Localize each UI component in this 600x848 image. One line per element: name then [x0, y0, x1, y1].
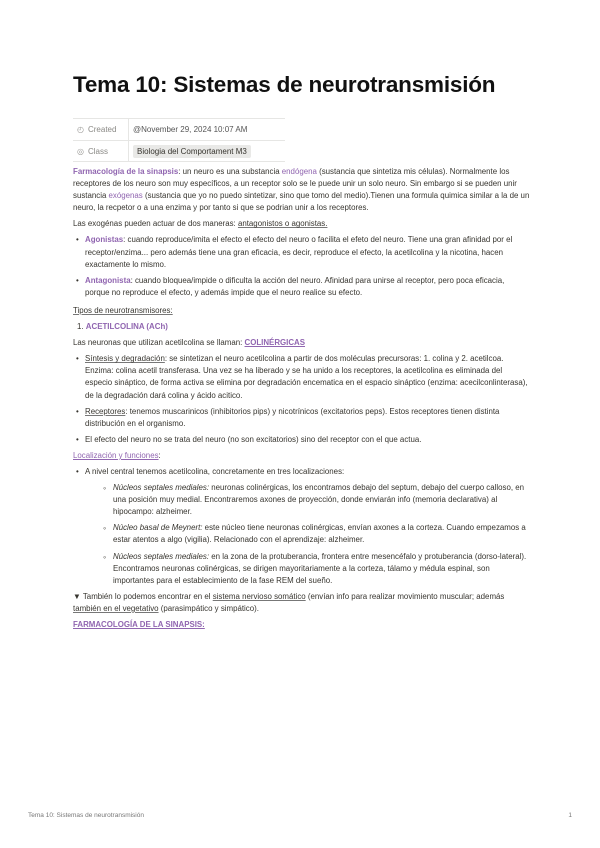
- target-icon: ◎: [77, 146, 84, 156]
- sublist: [85, 482, 531, 587]
- intro-paragraph: Farmacología de la sinapsis: un neuro es una substancia endógena (sustancia que sintetiza mis células). Normalmente los receptores de los neuro son muy específicos, a un receptor solo se le puede unir un solo neuro. Sin embargo si se pueden unir sustancia exógenas (sustancia que yo no puedo sintetizar, sino que tomo del medio).Tienen una formula quimica similar a la de un neuro, la recpetor o a una enzima y por tanto si que se podrian unir a los receptores.: [73, 167, 530, 213]
- list-item: ◦ Núcleo basal de Meynert: este núcleo tiene neuronas colinérgicas, envían axones a la corteza. Cuando empezamos a estar atentos a algo (vigilia). Relacionado con el aprendizaje: alzheimer.: [85, 522, 531, 546]
- document-body: [73, 166, 531, 635]
- localizacion-list: [73, 466, 531, 587]
- property-created: [73, 119, 285, 140]
- property-value: @November 29, 2024 10:07 AM: [133, 125, 248, 134]
- list-item: ◦ Núcleos septales mediales: en la zona de la protuberancia, frontera entre mesencéfalo y protuberancia (dorso-lateral). Encontramos neuronas colinérgicas, se dirigen mayoritariamente a la corteza, tálamo y médula espinal, son importantes para el establecimiento de la fase REM del sueño.: [85, 551, 531, 587]
- page-number: 1: [568, 812, 572, 819]
- class-tag[interactable]: Biologia del Comportament M3: [133, 145, 251, 158]
- list-item: • Antagonista: cuando bloquea/impide o dificulta la acción del neuro. Afinidad para unirse al receptor, pero poca eficacia, porque no reproduce el efecto, y además impide que el neuro realice su efecto.: [73, 275, 531, 299]
- page-footer: [28, 812, 572, 819]
- list-item: ◦ Núcleos septales mediales: neuronas colinérgicas, los encontramos debajo del septum, debajo del cuerpo calloso, en una posición muy medial. Encontraremos axones de proyección, donde enviarán info (memoria declarativa) al hipocampo: alzheimer.: [85, 482, 531, 518]
- farmacologia-link[interactable]: FARMACOLOGÍA DE LA SINAPSIS:: [73, 620, 205, 629]
- agonist-list: [73, 234, 531, 298]
- list-item: 1. ACETILCOLINA (ACh): [77, 322, 168, 332]
- list-item: • Agonistas: cuando reproduce/imita el efecto el efecto del neuro o facilita el efeto del neuro. Tiene una gran afinidad por el receptor/enzima... pero además tiene una gran eficacia, es decir, reproduce el efecto, la acetilcolina y la nicotina, hacen exactamente lo mismo.: [73, 234, 531, 270]
- page-title: Tema 10: Sistemas de neurotransmisión: [73, 72, 496, 97]
- colinergicas-link[interactable]: COLINÉRGICAS: [244, 338, 306, 348]
- exogenas-paragraph: Las exogénas pueden actuar de dos maneras: antagonistos o agonistas.: [73, 219, 328, 229]
- toggle-paragraph: ▼ También lo podemos encontrar en el sistema nervioso somático (envían info para realizar movimiento muscular; además también en el vegetativo (parasimpático y simpático).: [73, 591, 505, 613]
- property-label: Created: [87, 125, 117, 134]
- list-item: • Receptores: tenemos muscarinicos (inhibitorios pips) y nicotrínicos (excitatorios peps). Estos receptores tienen distinta distribución en el organismo.: [73, 406, 531, 430]
- property-class: [73, 140, 285, 161]
- localizacion-heading: Localización y funciones:: [73, 450, 161, 460]
- property-label: Class: [87, 146, 108, 156]
- list-item: • Síntesis y degradación: se sintetizan el neuro acetilcolina a partir de dos moléculas precursoras: 1. colina y 2. acetilcoa. Enzima: colina acetil transferasa. Una vez se ha liberado y se ha unido a los receptores, la acetilcolina es eliminada del especio sináptico, de forma activa se elimina por degradación encematica en el espacio sináptico (enzima: acecilconlinterasa), de la degradación dará colina y ácido acitico.: [73, 353, 531, 401]
- list-item: • El efecto del neuro no se trata del neuro (no son excitatorios) sino del receptor con el que actua.: [73, 434, 531, 446]
- numbered-list: [73, 321, 531, 333]
- localizacion-link[interactable]: Localización y funciones: [73, 450, 159, 460]
- colinergicas-paragraph: Las neuronas que utilizan acetilcolina se llaman: COLINÉRGICAS: [73, 338, 306, 348]
- properties-table: [73, 118, 285, 162]
- footer-title: Tema 10: Sistemas de neurotransmisión: [28, 812, 144, 819]
- ach-list: [73, 353, 531, 446]
- list-item: • A nivel central tenemos acetilcolina, concretamente en tres localizaciones: ◦ Núcleos septales mediales: neuronas colinérgicas, los encontramos debajo del septum, debajo del cuerpo calloso, en una posición muy medial. Encontraremos axones de proyección, donde enviarán info (memoria declarativa) al hipocampo: alzheimer. ◦ Núcleo basal de Meynert: este núcleo tiene neuronas colinérgicas, envían axones a la corteza. Cuando empezamos a estar atentos a algo (vigilia). Relacionado con el aprendizaje: alzheimer. ◦ Núcleos septales mediales: en la zona de la protuberancia, frontera entre mesencéfalo y protuberancia (dorso-lateral). Encontramos neuronas colinérgicas, se dirigen mayoritariamente a la corteza, tálamo y médula espinal, son importantes para el establecimiento de la fase REM del sueño.: [73, 466, 531, 587]
- tipos-heading: Tipos de neurotransmisores:: [73, 305, 173, 315]
- clock-icon: ◴: [77, 125, 84, 134]
- toggle-arrow-icon[interactable]: ▼: [73, 591, 81, 601]
